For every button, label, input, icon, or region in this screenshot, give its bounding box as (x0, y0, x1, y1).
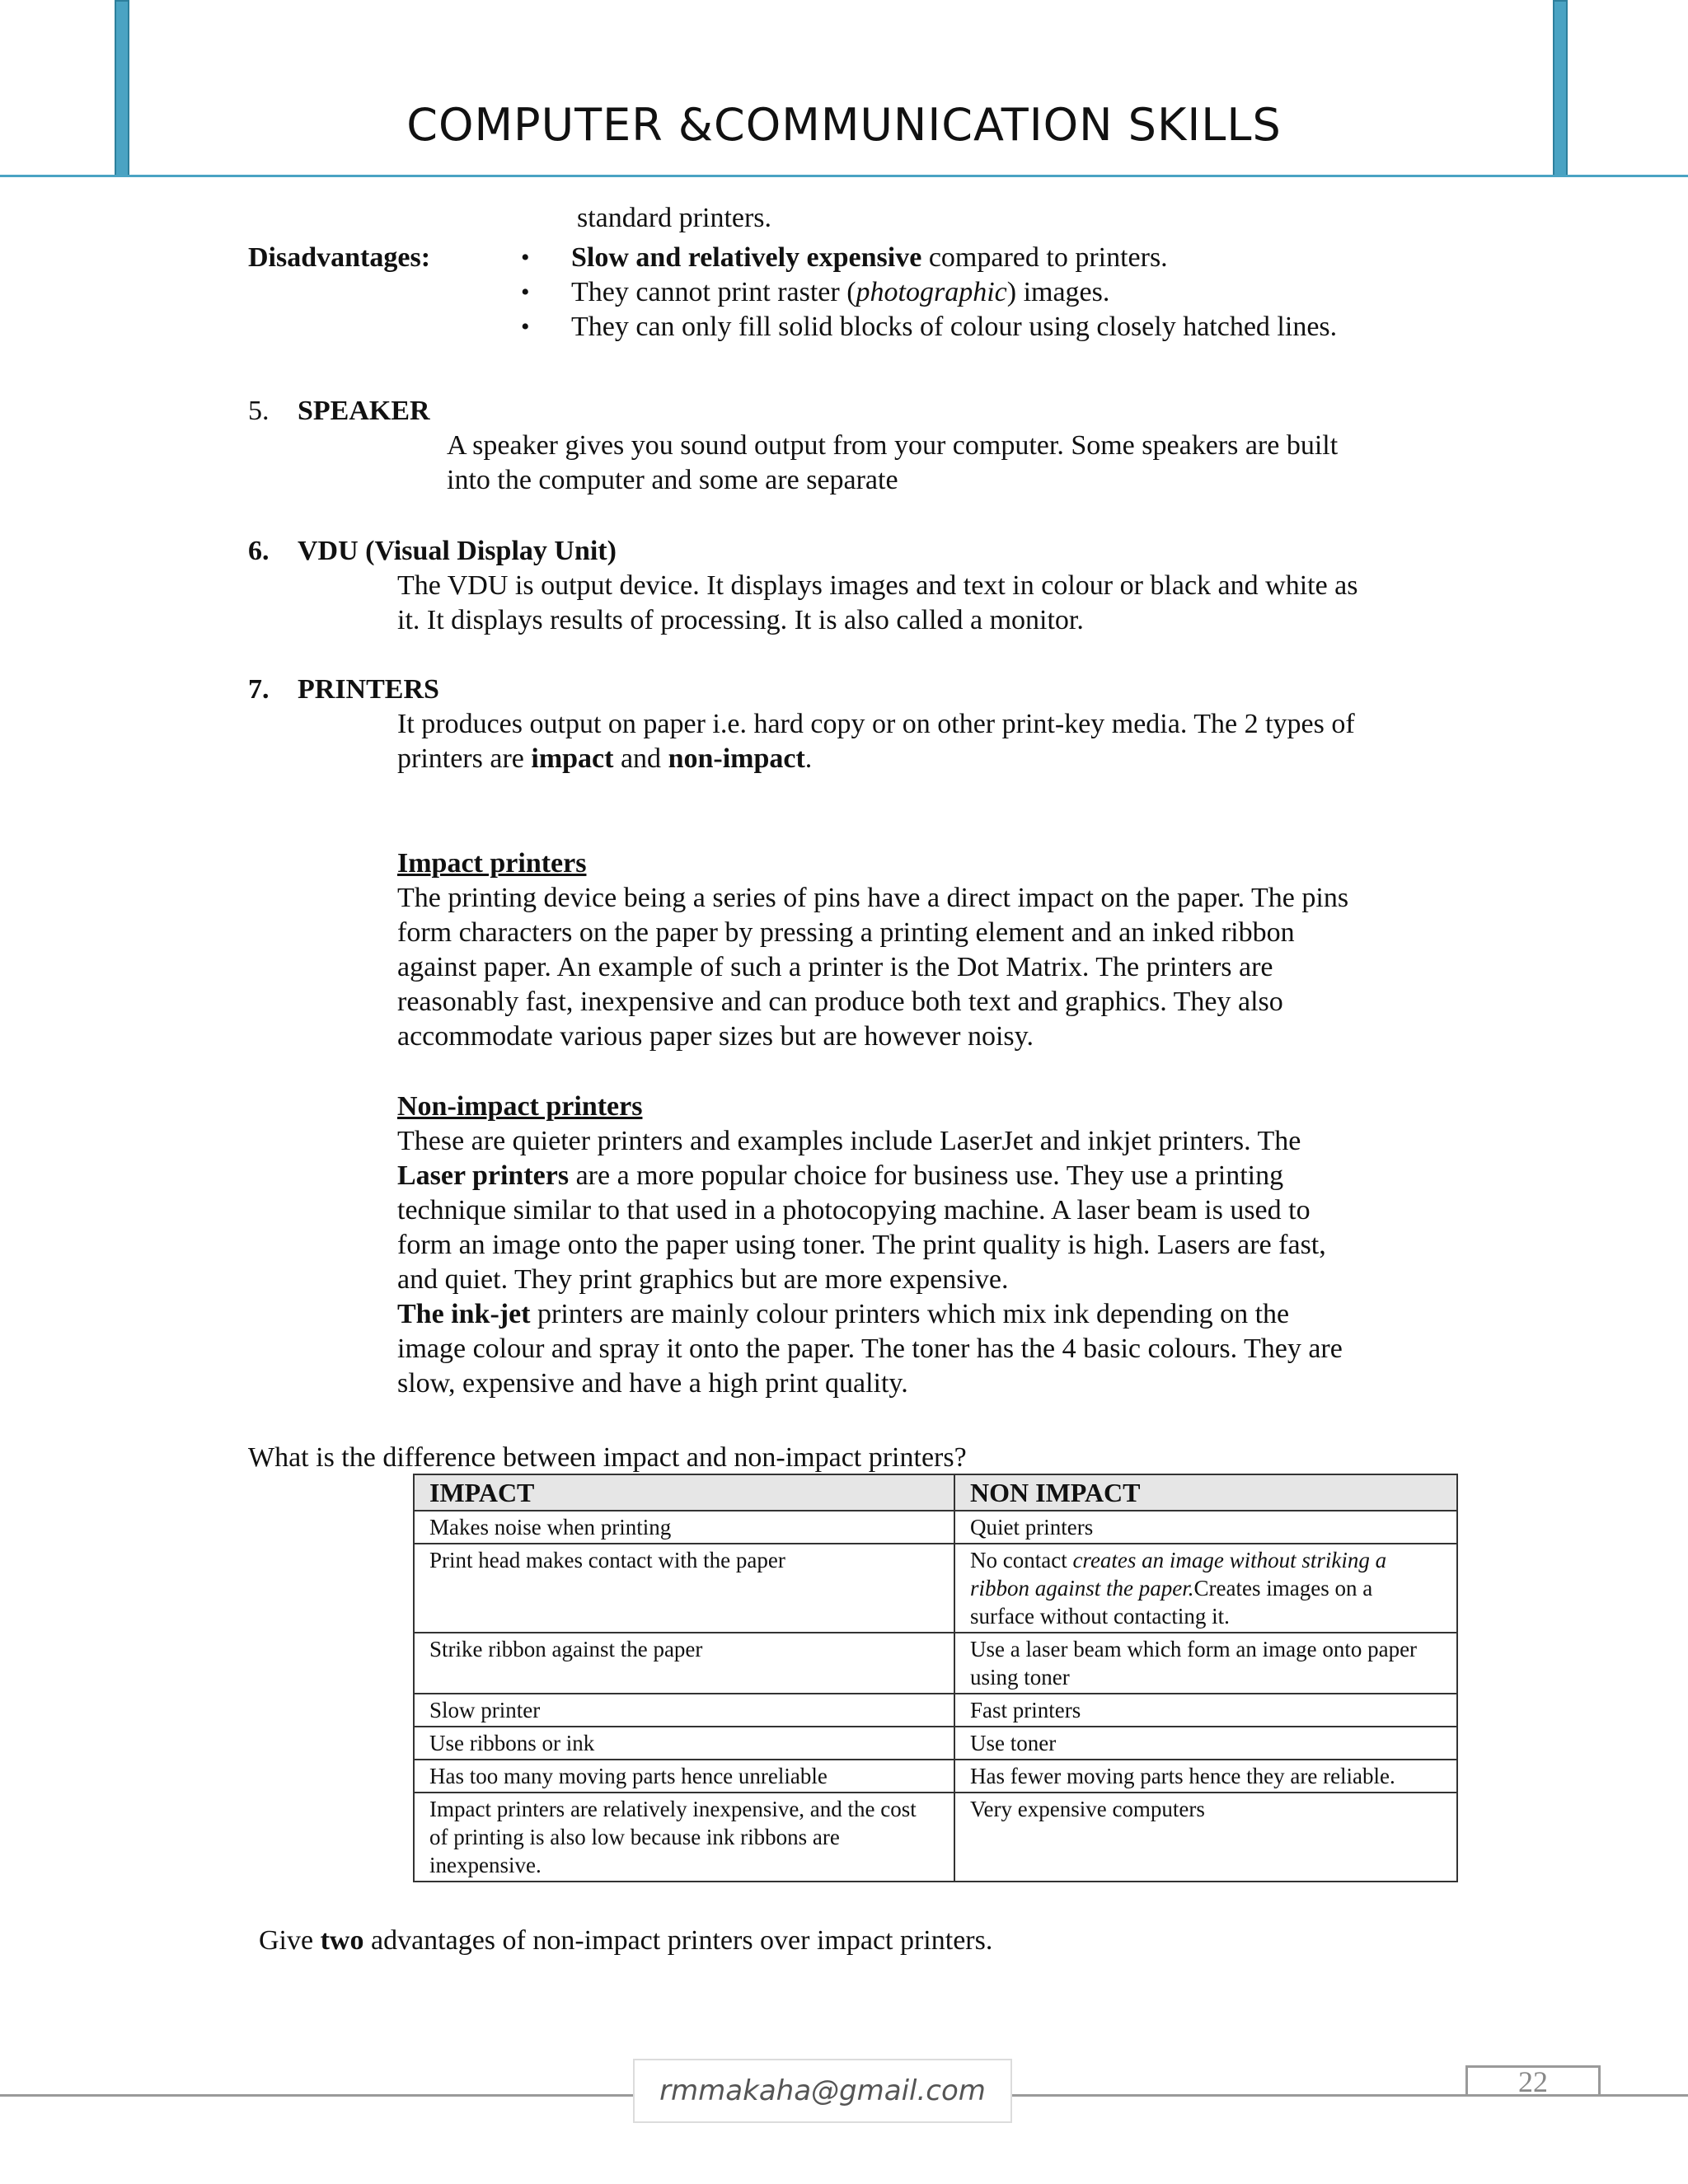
table-cell: No contact creates an image without striking a ribbon against the paper.Creates images on a surface without contacting it. (954, 1544, 1457, 1633)
paragraph-line: into the computer and some are separate (447, 465, 898, 495)
paragraph-line: The printing device being a series of pins have a direct impact on the paper. The pins (397, 883, 1349, 913)
table-row (414, 1760, 1457, 1793)
paragraph-line: form an image onto the paper using toner. The print quality is high. Lasers are fast, (397, 1230, 1326, 1260)
section-title-vdu: VDU (Visual Display Unit) (298, 536, 617, 566)
paragraph-line: and quiet. They print graphics but are more expensive. (397, 1264, 1009, 1295)
table-cell: Print head makes contact with the paper (414, 1544, 954, 1633)
page-header-title: COMPUTER &COMMUNICATION SKILLS (406, 99, 1282, 151)
comparison-table (413, 1474, 1458, 1882)
bullet-dot: • (521, 244, 530, 271)
table-header-cell: NON IMPACT (954, 1474, 1457, 1511)
table-cell: Makes noise when printing (414, 1511, 954, 1544)
paragraph-line: A speaker gives you sound output from your computer. Some speakers are built (447, 430, 1339, 461)
header-rule (0, 175, 1688, 177)
footer-email: rmmakaha@gmail.com (633, 2059, 1012, 2123)
paragraph-line: accommodate various paper sizes but are however noisy. (397, 1021, 1034, 1052)
section-number: 6. (248, 536, 270, 566)
section-title-speaker: SPEAKER (298, 396, 430, 426)
table-cell: Slow printer (414, 1694, 954, 1727)
table-cell: Has too many moving parts hence unreliable (414, 1760, 954, 1793)
paragraph-line: reasonably fast, inexpensive and can produce both text and graphics. They also (397, 987, 1283, 1017)
section-number: 7. (248, 674, 270, 705)
footer-rule-left (0, 2094, 633, 2097)
table-cell: Strike ribbon against the paper (414, 1633, 954, 1694)
table-cell: Use toner (954, 1727, 1457, 1760)
table-row (414, 1694, 1457, 1727)
bullet-item: They can only fill solid blocks of colour using closely hatched lines. (571, 312, 1338, 342)
continuation-text: standard printers. (577, 203, 772, 233)
table-row (414, 1544, 1457, 1633)
paragraph-line: slow, expensive and have a high print quality. (397, 1368, 908, 1399)
paragraph-line: The VDU is output device. It displays images and text in colour or black and white as (397, 570, 1358, 601)
bullet-dot: • (521, 279, 530, 306)
paragraph-line: It produces output on paper i.e. hard copy or on other print-key media. The 2 types of (397, 709, 1355, 739)
final-question: Give two advantages of non-impact printers over impact printers. (259, 1925, 993, 1956)
table-cell: Fast printers (954, 1694, 1457, 1727)
paragraph-line: printers are impact and non-impact. (397, 743, 813, 774)
table-cell: Use ribbons or ink (414, 1727, 954, 1760)
paragraph-line: form characters on the paper by pressing a printing element and an inked ribbon (397, 917, 1295, 948)
table-header-row (414, 1474, 1457, 1511)
bullet-dot: • (521, 313, 530, 340)
question-text: What is the difference between impact and non-impact printers? (248, 1442, 967, 1473)
paragraph-line: technique similar to that used in a photocopying machine. A laser beam is used to (397, 1195, 1311, 1226)
paragraph-line: it. It displays results of processing. It is also called a monitor. (397, 605, 1084, 635)
table-cell: Has fewer moving parts hence they are reliable. (954, 1760, 1457, 1793)
paragraph-line: Laser printers are a more popular choice for business use. They use a printing (397, 1160, 1284, 1191)
table-cell: Very expensive computers (954, 1793, 1457, 1882)
bullet-item: Slow and relatively expensive compared to printers. (571, 242, 1168, 273)
paragraph-line: image colour and spray it onto the paper. The toner has the 4 basic colours. They are (397, 1333, 1343, 1364)
table-row (414, 1633, 1457, 1694)
non-impact-printers-heading: Non-impact printers (397, 1091, 643, 1122)
table-cell: Use a laser beam which form an image onto paper using toner (954, 1633, 1457, 1694)
table-row (414, 1727, 1457, 1760)
table-row (414, 1511, 1457, 1544)
impact-printers-heading: Impact printers (397, 848, 587, 879)
page-number: 22 (1465, 2065, 1601, 2095)
section-number: 5. (248, 396, 270, 426)
bullet-item: They cannot print raster (photographic) images. (571, 277, 1110, 307)
paragraph-line: These are quieter printers and examples include LaserJet and inkjet printers. The (397, 1126, 1301, 1156)
paragraph-line: The ink-jet printers are mainly colour printers which mix ink depending on the (397, 1299, 1290, 1329)
paragraph-line: against paper. An example of such a printer is the Dot Matrix. The printers are (397, 952, 1273, 982)
table-row (414, 1793, 1457, 1882)
disadvantages-label: Disadvantages: (248, 242, 431, 273)
section-title-printers: PRINTERS (298, 674, 439, 705)
table-cell: Impact printers are relatively inexpensive, and the cost of printing is also low because ink ribbons are inexpensive. (414, 1793, 954, 1882)
table-header-cell: IMPACT (414, 1474, 954, 1511)
table-cell: Quiet printers (954, 1511, 1457, 1544)
